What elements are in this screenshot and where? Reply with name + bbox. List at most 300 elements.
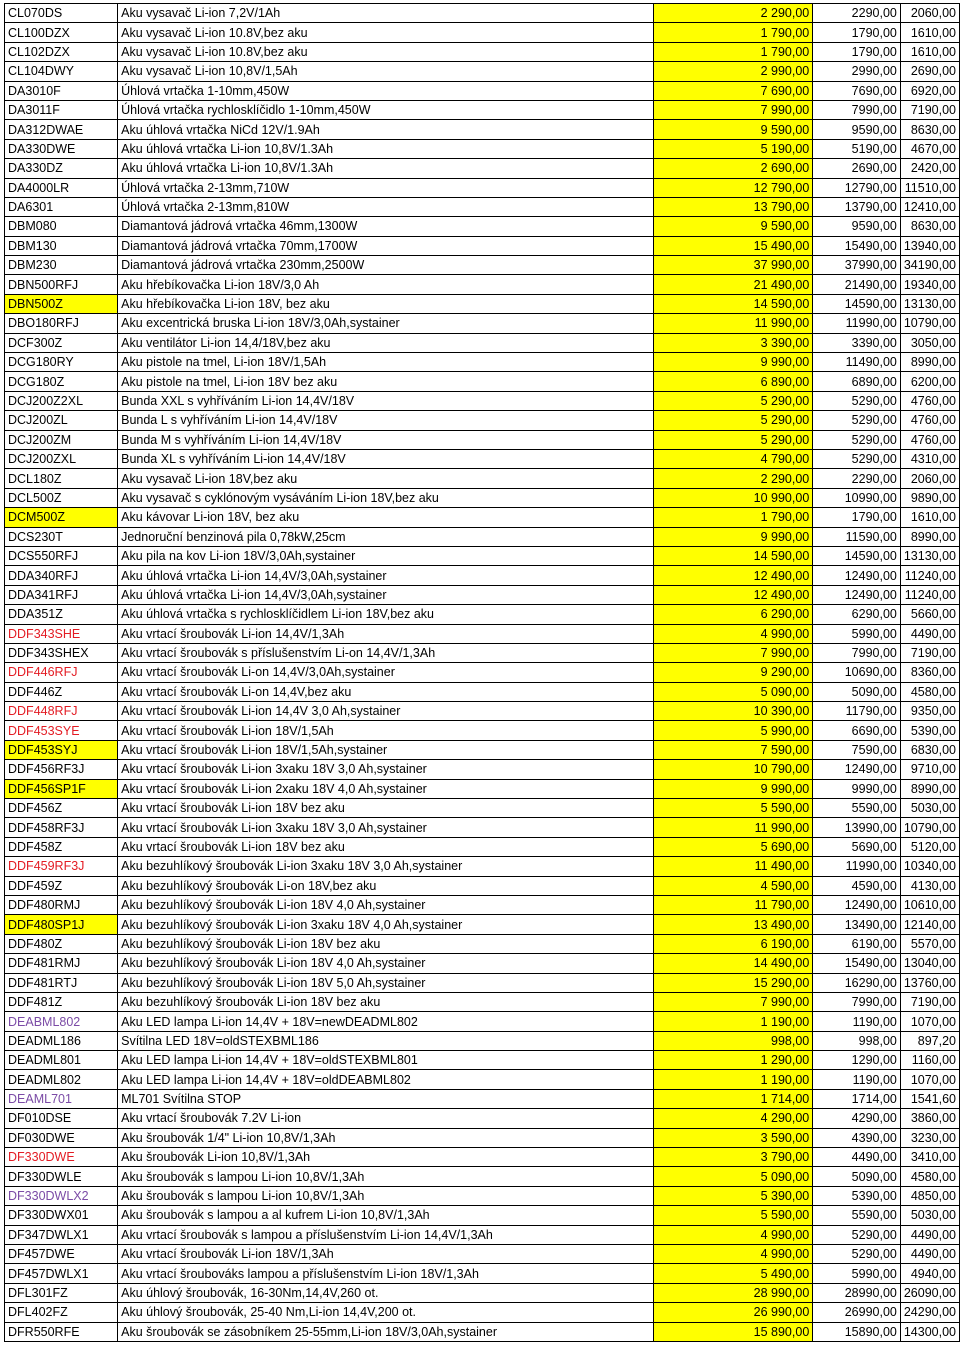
retail-price: 4 790,00 bbox=[653, 449, 812, 468]
price-column-2: 15490,00 bbox=[813, 954, 901, 973]
retail-price: 11 790,00 bbox=[653, 895, 812, 914]
product-description: Aku vrtací šroubovák 7.2V Li-ion bbox=[118, 1109, 654, 1128]
retail-price: 2 990,00 bbox=[653, 62, 812, 81]
product-code: DDF480SP1J bbox=[5, 915, 118, 934]
price-column-2: 5190,00 bbox=[813, 139, 901, 158]
product-description: Aku vrtací šroubovák s příslušenstvím Li-on 14,4V/1,3Ah bbox=[118, 643, 654, 662]
product-code: DDF480Z bbox=[5, 934, 118, 953]
price-column-3: 13130,00 bbox=[900, 294, 959, 313]
retail-price: 2 690,00 bbox=[653, 159, 812, 178]
table-row bbox=[5, 236, 960, 255]
retail-price: 5 690,00 bbox=[653, 837, 812, 856]
product-code: DCJ200Z2XL bbox=[5, 391, 118, 410]
product-description: Aku úhlová vrtačka Li-ion 10,8V/1.3Ah bbox=[118, 139, 654, 158]
product-description: Aku excentrická bruska Li-ion 18V/3,0Ah,systainer bbox=[118, 314, 654, 333]
price-column-3: 4130,00 bbox=[900, 876, 959, 895]
retail-price: 11 990,00 bbox=[653, 818, 812, 837]
table-row bbox=[5, 721, 960, 740]
retail-price: 5 190,00 bbox=[653, 139, 812, 158]
price-column-2: 10690,00 bbox=[813, 663, 901, 682]
product-code: DDF481RMJ bbox=[5, 954, 118, 973]
table-row bbox=[5, 62, 960, 81]
product-code: DF330DWX01 bbox=[5, 1206, 118, 1225]
price-column-3: 12140,00 bbox=[900, 915, 959, 934]
product-code: DEAML701 bbox=[5, 1089, 118, 1108]
table-row bbox=[5, 1225, 960, 1244]
table-row bbox=[5, 1245, 960, 1264]
retail-price: 4 990,00 bbox=[653, 624, 812, 643]
product-code: DFL402FZ bbox=[5, 1303, 118, 1322]
table-row bbox=[5, 1283, 960, 1302]
price-column-3: 14300,00 bbox=[900, 1322, 959, 1341]
price-column-2: 5090,00 bbox=[813, 1167, 901, 1186]
product-description: Úhlová vrtačka 2-13mm,710W bbox=[118, 178, 654, 197]
price-column-3: 1610,00 bbox=[900, 23, 959, 42]
price-column-2: 1290,00 bbox=[813, 1051, 901, 1070]
table-row bbox=[5, 197, 960, 216]
price-column-3: 2420,00 bbox=[900, 159, 959, 178]
price-column-2: 4490,00 bbox=[813, 1148, 901, 1167]
price-column-2: 13990,00 bbox=[813, 818, 901, 837]
table-row bbox=[5, 4, 960, 23]
price-column-3: 9710,00 bbox=[900, 760, 959, 779]
price-column-3: 3860,00 bbox=[900, 1109, 959, 1128]
table-row bbox=[5, 411, 960, 430]
product-description: Aku ventilátor Li-ion 14,4/18V,bez aku bbox=[118, 333, 654, 352]
product-code: CL104DWY bbox=[5, 62, 118, 81]
price-column-3: 24290,00 bbox=[900, 1303, 959, 1322]
price-column-2: 12490,00 bbox=[813, 585, 901, 604]
price-column-3: 10610,00 bbox=[900, 895, 959, 914]
table-row bbox=[5, 760, 960, 779]
price-column-3: 7190,00 bbox=[900, 643, 959, 662]
retail-price: 4 590,00 bbox=[653, 876, 812, 895]
retail-price: 5 090,00 bbox=[653, 682, 812, 701]
product-code: DCM500Z bbox=[5, 508, 118, 527]
product-description: Aku hřebíkovačka Li-ion 18V/3,0 Ah bbox=[118, 275, 654, 294]
price-column-2: 14590,00 bbox=[813, 546, 901, 565]
product-description: Aku vrtací šroubovák s lampou a příslušenstvím Li-ion 14,4V/1,3Ah bbox=[118, 1225, 654, 1244]
table-row bbox=[5, 527, 960, 546]
product-code: CL100DZX bbox=[5, 23, 118, 42]
price-column-3: 3230,00 bbox=[900, 1128, 959, 1147]
product-description: ML701 Svítilna STOP bbox=[118, 1089, 654, 1108]
product-description: Bunda XXL s vyhříváním Li-ion 14,4V/18V bbox=[118, 391, 654, 410]
product-code: DEADML802 bbox=[5, 1070, 118, 1089]
product-description: Aku úhlová vrtačka Li-ion 14,4V/3,0Ah,systainer bbox=[118, 566, 654, 585]
table-row bbox=[5, 818, 960, 837]
product-code: DDF448RFJ bbox=[5, 702, 118, 721]
retail-price: 3 390,00 bbox=[653, 333, 812, 352]
product-code: DCG180RY bbox=[5, 353, 118, 372]
price-column-3: 2690,00 bbox=[900, 62, 959, 81]
price-column-3: 4490,00 bbox=[900, 1225, 959, 1244]
retail-price: 4 290,00 bbox=[653, 1109, 812, 1128]
price-column-2: 12490,00 bbox=[813, 760, 901, 779]
product-code: DCJ200ZM bbox=[5, 430, 118, 449]
product-code: DF330DWLX2 bbox=[5, 1186, 118, 1205]
product-description: Aku úhlový šroubovák, 16-30Nm,14,4V,260 ot. bbox=[118, 1283, 654, 1302]
product-description: Aku šroubovák se zásobníkem 25-55mm,Li-ion 18V/3,0Ah,systainer bbox=[118, 1322, 654, 1341]
product-description: Aku vysavač s cyklónovým vysáváním Li-ion 18V,bez aku bbox=[118, 488, 654, 507]
retail-price: 6 190,00 bbox=[653, 934, 812, 953]
price-column-3: 5030,00 bbox=[900, 799, 959, 818]
table-row bbox=[5, 100, 960, 119]
product-code: DF010DSE bbox=[5, 1109, 118, 1128]
price-column-3: 10340,00 bbox=[900, 857, 959, 876]
product-description: Aku kávovar Li-ion 18V, bez aku bbox=[118, 508, 654, 527]
retail-price: 14 590,00 bbox=[653, 294, 812, 313]
product-description: Aku šroubovák Li-ion 10,8V/1,3Ah bbox=[118, 1148, 654, 1167]
product-description: Aku bezuhlíkový šroubovák Li-ion 18V 4,0 Ah,systainer bbox=[118, 954, 654, 973]
retail-price: 21 490,00 bbox=[653, 275, 812, 294]
table-row bbox=[5, 23, 960, 42]
price-column-2: 1190,00 bbox=[813, 1070, 901, 1089]
price-column-2: 998,00 bbox=[813, 1031, 901, 1050]
price-column-2: 15490,00 bbox=[813, 236, 901, 255]
price-column-3: 4850,00 bbox=[900, 1186, 959, 1205]
product-code: DEADML801 bbox=[5, 1051, 118, 1070]
product-description: Aku LED lampa Li-ion 14,4V + 18V=oldSTEXBML801 bbox=[118, 1051, 654, 1070]
retail-price: 7 990,00 bbox=[653, 992, 812, 1011]
retail-price: 12 490,00 bbox=[653, 585, 812, 604]
price-column-3: 12410,00 bbox=[900, 197, 959, 216]
retail-price: 28 990,00 bbox=[653, 1283, 812, 1302]
retail-price: 7 590,00 bbox=[653, 740, 812, 759]
price-column-2: 2990,00 bbox=[813, 62, 901, 81]
price-column-2: 11990,00 bbox=[813, 314, 901, 333]
product-code: DA3010F bbox=[5, 81, 118, 100]
product-code: DFL301FZ bbox=[5, 1283, 118, 1302]
table-row bbox=[5, 372, 960, 391]
price-column-2: 6890,00 bbox=[813, 372, 901, 391]
price-column-2: 5090,00 bbox=[813, 682, 901, 701]
product-description: Aku šroubovák s lampou Li-ion 10,8V/1,3Ah bbox=[118, 1186, 654, 1205]
table-row bbox=[5, 81, 960, 100]
product-code: DBN500RFJ bbox=[5, 275, 118, 294]
price-column-3: 1610,00 bbox=[900, 508, 959, 527]
table-row bbox=[5, 1186, 960, 1205]
product-description: Aku vysavač Li-ion 10.8V,bez aku bbox=[118, 42, 654, 61]
table-row bbox=[5, 857, 960, 876]
retail-price: 12 490,00 bbox=[653, 566, 812, 585]
price-column-2: 5690,00 bbox=[813, 837, 901, 856]
price-column-2: 7690,00 bbox=[813, 81, 901, 100]
price-column-2: 21490,00 bbox=[813, 275, 901, 294]
price-column-2: 7590,00 bbox=[813, 740, 901, 759]
price-column-2: 5590,00 bbox=[813, 799, 901, 818]
product-code: DA330DWE bbox=[5, 139, 118, 158]
price-column-2: 5390,00 bbox=[813, 1186, 901, 1205]
table-row bbox=[5, 915, 960, 934]
price-column-2: 12790,00 bbox=[813, 178, 901, 197]
product-code: DBN500Z bbox=[5, 294, 118, 313]
table-row bbox=[5, 740, 960, 759]
table-row bbox=[5, 1148, 960, 1167]
price-column-3: 8630,00 bbox=[900, 217, 959, 236]
product-code: DA4000LR bbox=[5, 178, 118, 197]
price-column-2: 7990,00 bbox=[813, 992, 901, 1011]
product-description: Aku šroubovák s lampou Li-ion 10,8V/1,3Ah bbox=[118, 1167, 654, 1186]
product-description: Aku vysavač Li-ion 10,8V/1,5Ah bbox=[118, 62, 654, 81]
price-column-2: 9590,00 bbox=[813, 120, 901, 139]
price-column-2: 2290,00 bbox=[813, 469, 901, 488]
price-column-2: 11490,00 bbox=[813, 353, 901, 372]
price-column-3: 5660,00 bbox=[900, 605, 959, 624]
price-column-3: 13040,00 bbox=[900, 954, 959, 973]
product-description: Aku bezuhlíkový šroubovák Li-ion 18V bez aku bbox=[118, 934, 654, 953]
retail-price: 5 290,00 bbox=[653, 391, 812, 410]
product-description: Aku vrtací šroubovák Li-ion 3xaku 18V 3,0 Ah,systainer bbox=[118, 818, 654, 837]
price-column-3: 5390,00 bbox=[900, 721, 959, 740]
product-description: Aku úhlový šroubovák, 25-40 Nm,Li-ion 14,4V,200 ot. bbox=[118, 1303, 654, 1322]
price-column-2: 5590,00 bbox=[813, 1206, 901, 1225]
price-column-3: 8990,00 bbox=[900, 353, 959, 372]
product-description: Aku vrtací šroubovák Li-ion 3xaku 18V 3,0 Ah,systainer bbox=[118, 760, 654, 779]
product-description: Diamantová jádrová vrtačka 230mm,2500W bbox=[118, 256, 654, 275]
table-row bbox=[5, 488, 960, 507]
product-description: Bunda M s vyhříváním Li-ion 14,4V/18V bbox=[118, 430, 654, 449]
retail-price: 10 390,00 bbox=[653, 702, 812, 721]
product-description: Bunda XL s vyhříváním Li-ion 14,4V/18V bbox=[118, 449, 654, 468]
price-column-3: 4760,00 bbox=[900, 430, 959, 449]
price-column-3: 13760,00 bbox=[900, 973, 959, 992]
product-description: Aku úhlová vrtačka NiCd 12V/1.9Ah bbox=[118, 120, 654, 139]
product-description: Úhlová vrtačka rychlosklíčidlo 1-10mm,450W bbox=[118, 100, 654, 119]
retail-price: 5 590,00 bbox=[653, 799, 812, 818]
price-column-2: 4290,00 bbox=[813, 1109, 901, 1128]
product-code: DDF456Z bbox=[5, 799, 118, 818]
product-description: Úhlová vrtačka 2-13mm,810W bbox=[118, 197, 654, 216]
product-description: Aku bezuhlíkový šroubovák Li-ion 3xaku 18V 4,0 Ah,systainer bbox=[118, 915, 654, 934]
table-row bbox=[5, 546, 960, 565]
price-column-3: 8360,00 bbox=[900, 663, 959, 682]
product-code: DCL500Z bbox=[5, 488, 118, 507]
table-row bbox=[5, 1051, 960, 1070]
retail-price: 1 714,00 bbox=[653, 1089, 812, 1108]
price-column-2: 13790,00 bbox=[813, 197, 901, 216]
table-row bbox=[5, 469, 960, 488]
product-code: DA6301 bbox=[5, 197, 118, 216]
product-code: DF330DWLE bbox=[5, 1167, 118, 1186]
product-description: Aku LED lampa Li-ion 14,4V + 18V=oldDEABML802 bbox=[118, 1070, 654, 1089]
retail-price: 15 490,00 bbox=[653, 236, 812, 255]
price-column-3: 1160,00 bbox=[900, 1051, 959, 1070]
product-description: Aku vrtací šroubováks lampou a příslušenstvím Li-ion 18V/1,3Ah bbox=[118, 1264, 654, 1283]
table-row bbox=[5, 1264, 960, 1283]
table-row bbox=[5, 42, 960, 61]
price-column-2: 1790,00 bbox=[813, 508, 901, 527]
product-description: Jednoruční benzinová pila 0,78kW,25cm bbox=[118, 527, 654, 546]
retail-price: 7 990,00 bbox=[653, 100, 812, 119]
product-code: DBM230 bbox=[5, 256, 118, 275]
product-code: DDF458Z bbox=[5, 837, 118, 856]
retail-price: 5 290,00 bbox=[653, 430, 812, 449]
table-row bbox=[5, 566, 960, 585]
price-column-2: 12490,00 bbox=[813, 566, 901, 585]
price-column-2: 6190,00 bbox=[813, 934, 901, 953]
product-description: Aku šroubovák s lampou a al kufrem Li-ion 10,8V/1,3Ah bbox=[118, 1206, 654, 1225]
product-description: Aku pistole na tmel, Li-ion 18V/1,5Ah bbox=[118, 353, 654, 372]
product-description: Aku bezuhlíkový šroubovák Li-ion 3xaku 18V 3,0 Ah,systainer bbox=[118, 857, 654, 876]
table-row bbox=[5, 837, 960, 856]
retail-price: 11 990,00 bbox=[653, 314, 812, 333]
price-column-2: 5290,00 bbox=[813, 1225, 901, 1244]
table-row bbox=[5, 954, 960, 973]
table-row bbox=[5, 391, 960, 410]
price-column-2: 5290,00 bbox=[813, 391, 901, 410]
product-code: DDF446Z bbox=[5, 682, 118, 701]
price-column-2: 11790,00 bbox=[813, 702, 901, 721]
product-code: DF457DWE bbox=[5, 1245, 118, 1264]
product-description: Úhlová vrtačka 1-10mm,450W bbox=[118, 81, 654, 100]
table-row bbox=[5, 178, 960, 197]
product-description: Aku vrtací šroubovák Li-ion 18V bez aku bbox=[118, 837, 654, 856]
price-column-3: 4760,00 bbox=[900, 411, 959, 430]
product-code: DDA341RFJ bbox=[5, 585, 118, 604]
product-description: Aku šroubovák 1/4" Li-ion 10,8V/1,3Ah bbox=[118, 1128, 654, 1147]
retail-price: 15 890,00 bbox=[653, 1322, 812, 1341]
retail-price: 2 290,00 bbox=[653, 469, 812, 488]
product-code: DEADML186 bbox=[5, 1031, 118, 1050]
table-row bbox=[5, 333, 960, 352]
product-code: DCG180Z bbox=[5, 372, 118, 391]
price-column-2: 5290,00 bbox=[813, 1245, 901, 1264]
price-column-3: 1610,00 bbox=[900, 42, 959, 61]
product-code: DF457DWLX1 bbox=[5, 1264, 118, 1283]
product-code: DFR550RFE bbox=[5, 1322, 118, 1341]
retail-price: 6 290,00 bbox=[653, 605, 812, 624]
price-column-3: 4760,00 bbox=[900, 391, 959, 410]
product-code: DF030DWE bbox=[5, 1128, 118, 1147]
retail-price: 3 590,00 bbox=[653, 1128, 812, 1147]
price-column-2: 28990,00 bbox=[813, 1283, 901, 1302]
price-column-2: 4590,00 bbox=[813, 876, 901, 895]
retail-price: 1 790,00 bbox=[653, 42, 812, 61]
product-code: DDF459RF3J bbox=[5, 857, 118, 876]
product-code: DDF481Z bbox=[5, 992, 118, 1011]
price-column-2: 5990,00 bbox=[813, 624, 901, 643]
price-column-2: 9590,00 bbox=[813, 217, 901, 236]
table-row bbox=[5, 275, 960, 294]
retail-price: 9 990,00 bbox=[653, 527, 812, 546]
product-code: DCL180Z bbox=[5, 469, 118, 488]
price-column-3: 6830,00 bbox=[900, 740, 959, 759]
product-code: DCJ200ZXL bbox=[5, 449, 118, 468]
product-description: Aku vrtací šroubovák Li-ion 2xaku 18V 4,0 Ah,systainer bbox=[118, 779, 654, 798]
product-description: Diamantová jádrová vrtačka 70mm,1700W bbox=[118, 236, 654, 255]
table-row bbox=[5, 779, 960, 798]
price-column-3: 2060,00 bbox=[900, 469, 959, 488]
price-column-3: 3050,00 bbox=[900, 333, 959, 352]
retail-price: 9 990,00 bbox=[653, 353, 812, 372]
price-list-body bbox=[5, 4, 960, 1342]
retail-price: 13 790,00 bbox=[653, 197, 812, 216]
product-code: CL070DS bbox=[5, 4, 118, 23]
price-column-2: 2690,00 bbox=[813, 159, 901, 178]
table-row bbox=[5, 973, 960, 992]
product-code: DDF481RTJ bbox=[5, 973, 118, 992]
price-column-2: 5290,00 bbox=[813, 430, 901, 449]
product-description: Aku úhlová vrtačka Li-ion 10,8V/1.3Ah bbox=[118, 159, 654, 178]
product-code: DF347DWLX1 bbox=[5, 1225, 118, 1244]
product-description: Aku vrtací šroubovák Li-ion 18V/1,3Ah bbox=[118, 1245, 654, 1264]
product-code: DDF453SYJ bbox=[5, 740, 118, 759]
price-column-2: 12490,00 bbox=[813, 895, 901, 914]
product-description: Aku vrtací šroubovák Li-on 14,4V/3,0Ah,systainer bbox=[118, 663, 654, 682]
price-column-3: 1541,60 bbox=[900, 1089, 959, 1108]
retail-price: 7 690,00 bbox=[653, 81, 812, 100]
price-column-3: 4670,00 bbox=[900, 139, 959, 158]
price-column-2: 1790,00 bbox=[813, 42, 901, 61]
product-code: DA330DZ bbox=[5, 159, 118, 178]
table-row bbox=[5, 1089, 960, 1108]
retail-price: 1 790,00 bbox=[653, 23, 812, 42]
price-column-3: 3410,00 bbox=[900, 1148, 959, 1167]
price-column-3: 7190,00 bbox=[900, 100, 959, 119]
price-column-2: 7990,00 bbox=[813, 100, 901, 119]
price-column-3: 9350,00 bbox=[900, 702, 959, 721]
product-code: DBO180RFJ bbox=[5, 314, 118, 333]
retail-price: 7 990,00 bbox=[653, 643, 812, 662]
price-column-3: 6920,00 bbox=[900, 81, 959, 100]
table-row bbox=[5, 992, 960, 1011]
price-column-3: 11240,00 bbox=[900, 585, 959, 604]
table-row bbox=[5, 217, 960, 236]
retail-price: 9 590,00 bbox=[653, 217, 812, 236]
table-row bbox=[5, 1128, 960, 1147]
product-code: DDF458RF3J bbox=[5, 818, 118, 837]
price-column-2: 9990,00 bbox=[813, 779, 901, 798]
price-column-2: 6290,00 bbox=[813, 605, 901, 624]
table-row bbox=[5, 702, 960, 721]
product-code: DA3011F bbox=[5, 100, 118, 119]
table-row bbox=[5, 876, 960, 895]
price-column-2: 16290,00 bbox=[813, 973, 901, 992]
price-column-2: 1790,00 bbox=[813, 23, 901, 42]
product-code: DDF456SP1F bbox=[5, 779, 118, 798]
table-row bbox=[5, 353, 960, 372]
product-description: Aku bezuhlíkový šroubovák Li-ion 18V 4,0 Ah,systainer bbox=[118, 895, 654, 914]
price-column-2: 11990,00 bbox=[813, 857, 901, 876]
retail-price: 4 990,00 bbox=[653, 1225, 812, 1244]
product-code: DDF459Z bbox=[5, 876, 118, 895]
price-column-3: 8630,00 bbox=[900, 120, 959, 139]
table-row bbox=[5, 682, 960, 701]
price-column-2: 1190,00 bbox=[813, 1012, 901, 1031]
retail-price: 9 590,00 bbox=[653, 120, 812, 139]
product-code: DDF480RMJ bbox=[5, 895, 118, 914]
product-code: DDF453SYE bbox=[5, 721, 118, 740]
price-column-2: 1714,00 bbox=[813, 1089, 901, 1108]
product-description: Aku bezuhlíkový šroubovák Li-on 18V,bez aku bbox=[118, 876, 654, 895]
table-row bbox=[5, 430, 960, 449]
table-row bbox=[5, 934, 960, 953]
price-column-3: 2060,00 bbox=[900, 4, 959, 23]
retail-price: 13 490,00 bbox=[653, 915, 812, 934]
retail-price: 5 090,00 bbox=[653, 1167, 812, 1186]
product-description: Aku vysavač Li-ion 7,2V/1Ah bbox=[118, 4, 654, 23]
table-row bbox=[5, 449, 960, 468]
retail-price: 3 790,00 bbox=[653, 1148, 812, 1167]
price-column-2: 15890,00 bbox=[813, 1322, 901, 1341]
table-row bbox=[5, 1322, 960, 1341]
price-column-3: 13940,00 bbox=[900, 236, 959, 255]
retail-price: 10 990,00 bbox=[653, 488, 812, 507]
price-column-2: 5290,00 bbox=[813, 449, 901, 468]
table-row bbox=[5, 256, 960, 275]
table-row bbox=[5, 1109, 960, 1128]
